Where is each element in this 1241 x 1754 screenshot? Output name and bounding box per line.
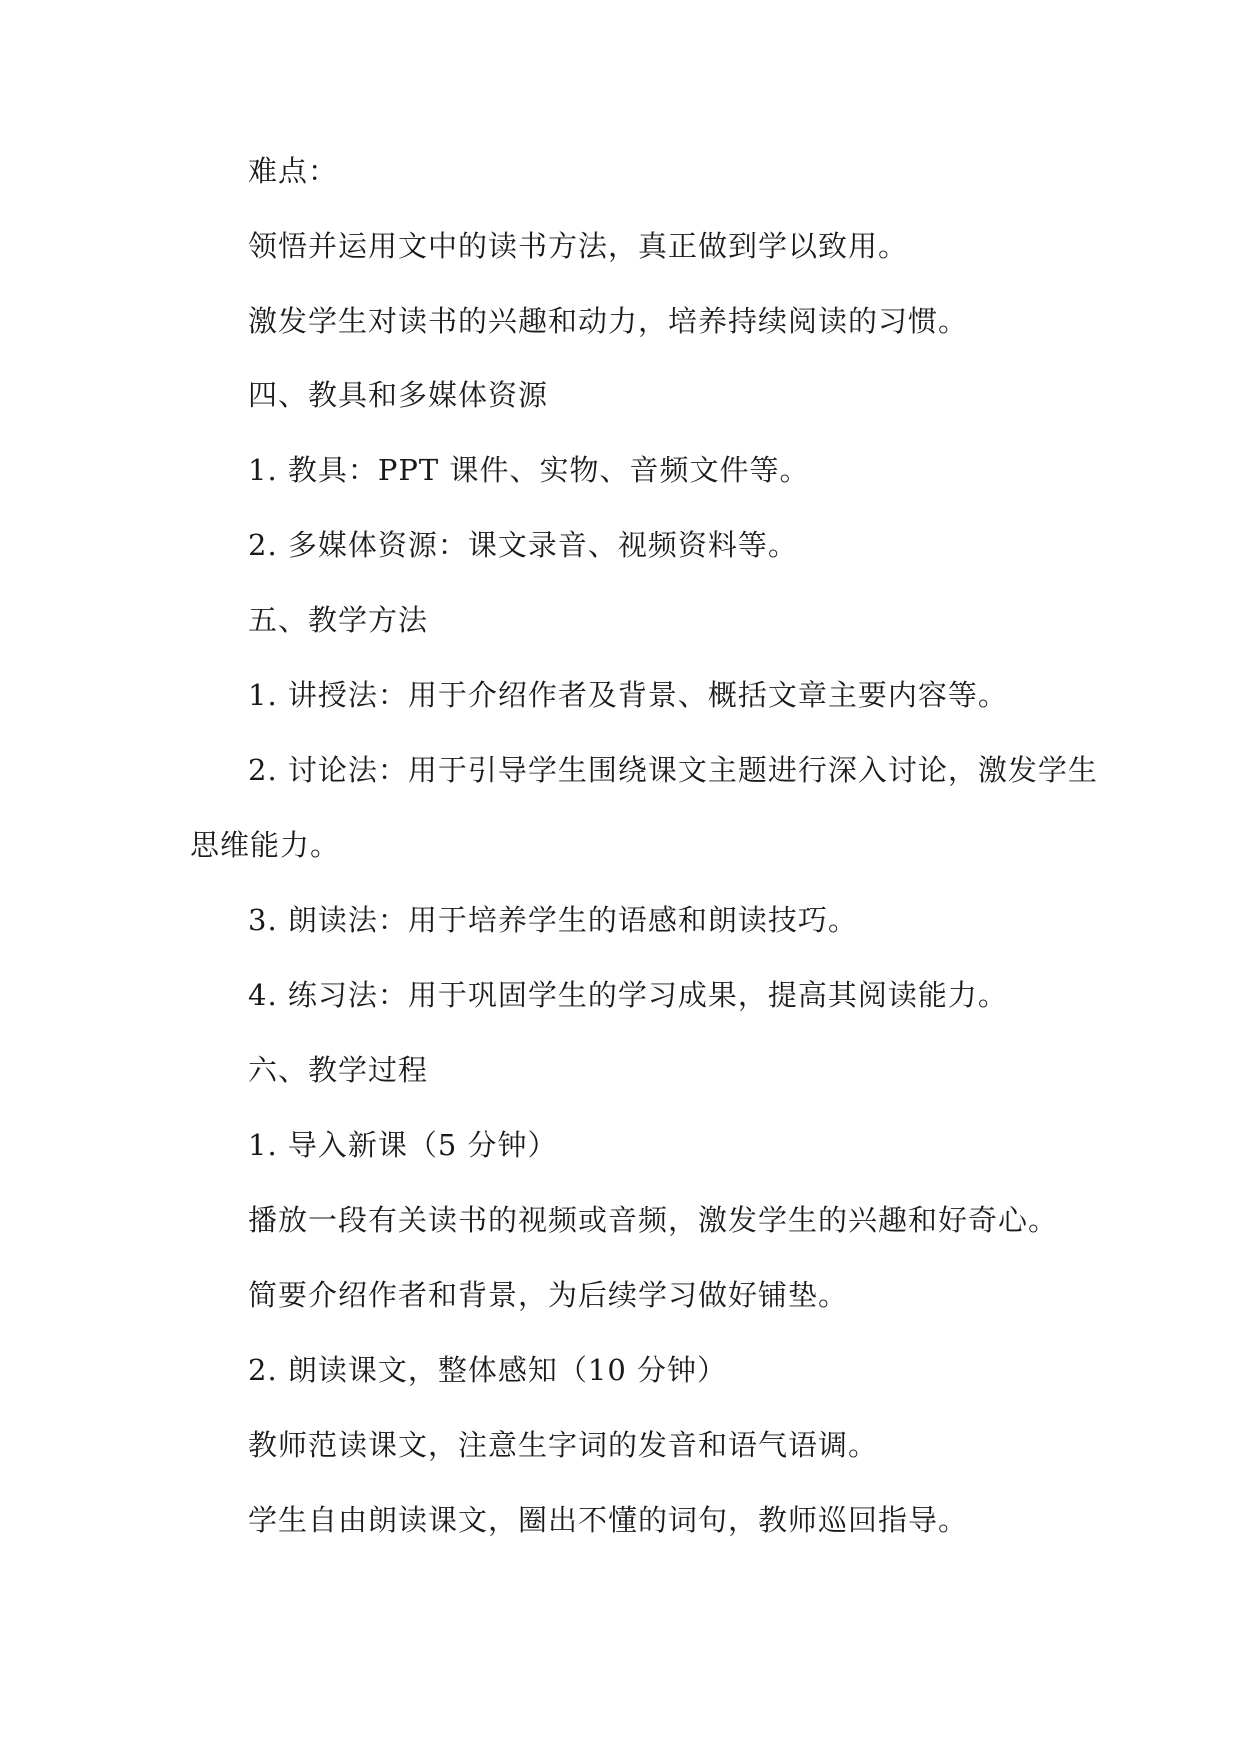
heading-difficulty: 难点：: [248, 154, 339, 188]
section-heading-process: 六、教学过程: [248, 1053, 429, 1087]
section-heading-methods: 五、教学方法: [248, 603, 429, 637]
list-item: 3. 朗读法：用于培养学生的语感和朗读技巧。: [248, 903, 858, 937]
paragraph: 激发学生对读书的兴趣和动力，培养持续阅读的习惯。: [248, 304, 969, 338]
section-heading-tools: 四、教具和多媒体资源: [248, 378, 549, 412]
list-item: 4. 练习法：用于巩固学生的学习成果，提高其阅读能力。: [248, 978, 1008, 1012]
list-item: 1. 教具：PPT 课件、实物、音频文件等。: [248, 453, 810, 487]
step-heading: 2. 朗读课文，整体感知（10 分钟）: [248, 1353, 728, 1387]
paragraph: 领悟并运用文中的读书方法，真正做到学以致用。: [248, 229, 909, 263]
list-item-continuation: 思维能力。: [190, 828, 341, 862]
list-item: 1. 讲授法：用于介绍作者及背景、概括文章主要内容等。: [248, 678, 1008, 712]
paragraph: 简要介绍作者和背景，为后续学习做好铺垫。: [248, 1278, 849, 1312]
paragraph: 学生自由朗读课文，圈出不懂的词句，教师巡回指导。: [248, 1503, 969, 1537]
step-heading: 1. 导入新课（5 分钟）: [248, 1128, 558, 1162]
paragraph: 教师范读课文，注意生字词的发音和语气语调。: [248, 1428, 879, 1462]
paragraph: 播放一段有关读书的视频或音频，激发学生的兴趣和好奇心。: [248, 1203, 1059, 1237]
list-item: 2. 多媒体资源：课文录音、视频资料等。: [248, 528, 798, 562]
list-item: 2. 讨论法：用于引导学生围绕课文主题进行深入讨论，激发学生: [248, 753, 1098, 787]
